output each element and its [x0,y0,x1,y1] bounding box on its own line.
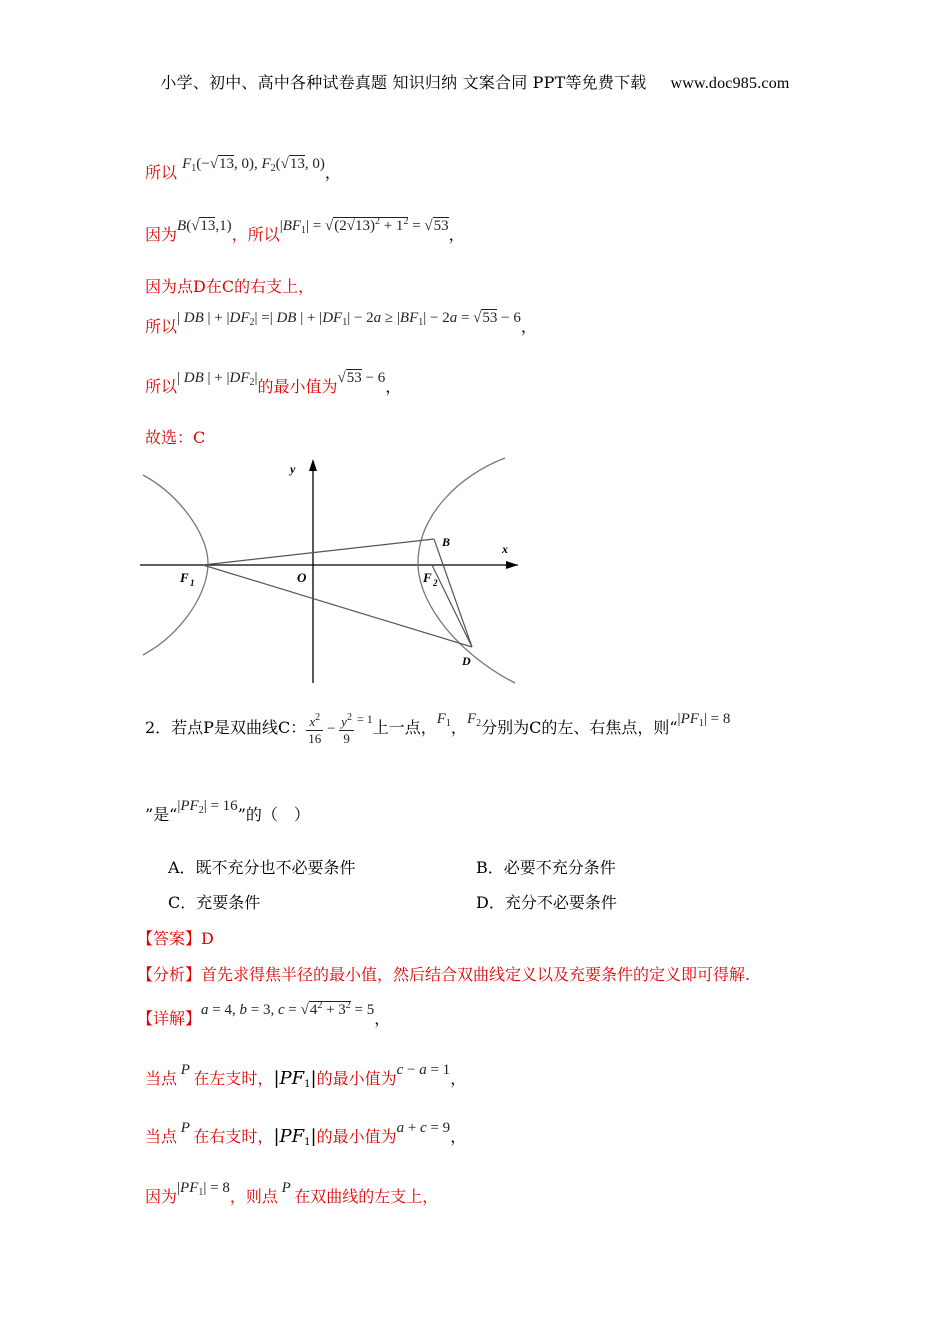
page-header [0,70,950,93]
math-foci: $F_1(-√13$, 0), $F_2(√13$, 0) [182,156,325,174]
detail-line-4 [145,1180,439,1208]
solution-line-5: 所以| DB | + $|DF_2|$的最小值为√53 − 6， [145,370,402,396]
text: 2．若点P是双曲线C： [145,717,307,737]
math-F1: $F_1$ [436,710,451,729]
label-F1: F [180,570,189,585]
math-c-a: c − a = 1 [396,1062,451,1078]
hyperbola-figure [140,455,530,685]
math-inequality: | DB | + $|DF_2|$ =| DB | + $|DF_1| - 2a \ge |BF_1| - 2a = √53 - 6$ [177,310,521,328]
right-branch [418,458,515,683]
text: 上一点， [372,717,437,737]
math-P: P [177,1120,194,1136]
solution-line-6: 故选：C [145,428,206,447]
option-C[interactable]: C．充要条件 [168,893,261,912]
math-P: P [277,1180,295,1196]
text: 因为 [145,1187,178,1206]
question-2-line-2 [145,798,310,826]
y-axis-arrow [309,459,317,471]
text: ”是“ [145,805,178,824]
header-site: www.doc985.com [670,75,790,92]
math-PF1-left: $|PF_1|$ [273,1068,317,1090]
text: 的最小值为 [316,1069,397,1088]
label-B: B [442,535,451,549]
math-BF1: $|BF_1| = √(2√13)^2 + 1^2 = √53$ [279,216,449,236]
math-a-c: a + c = 9 [396,1120,451,1136]
math-B: B(√13,1) [177,218,232,234]
text: 【详解】 [137,1009,202,1028]
x-axis-arrow [506,561,518,569]
analysis: 【分析】首先求得焦半径的最小值，然后结合双曲线定义以及充要条件的定义即可得解. [137,965,751,984]
detail-line-2: 当点 P 在左支时，$|PF_1|$的最小值为c − a = 1， [145,1062,467,1090]
option-A[interactable]: A．既不充分也不必要条件 [168,858,356,877]
segment-F1B [203,539,434,565]
question-2-line-1: 2．若点P是双曲线C： $\frac{x^2}{16}$ − $\frac{y^2}{9}$ $^{= 1}$上一点，$F_1$，$F_2$分别为C的左、右焦点，则“$|PF_1| = 8$ [145,710,731,746]
segment-BD [434,539,472,647]
answer: 【答案】D [137,929,214,948]
text: 的最小值为 [257,377,338,396]
text: 所以 [145,377,178,396]
label-F2-sub: 2 [433,578,438,588]
text: 所以 [145,163,178,182]
math-min: √53 − 6 [337,370,386,386]
text: 的最小值为 [316,1127,397,1146]
text: 分别为C的左、右焦点，则“ [481,717,678,737]
math-PF1-eq-8: $|PF_1| = 8$ [177,1180,230,1198]
text: 在左支时， [193,1069,274,1088]
text: 在右支时， [193,1127,274,1146]
option-D[interactable]: D．充分不必要条件 [476,893,617,912]
math-PF2-16: $|PF_2| = 16$ [177,798,238,816]
math-PF1-8: $|PF_1| = 8$ [677,710,731,729]
solution-line-3: 因为点D在C的右支上， [145,277,315,296]
text: ，所以 [231,225,280,244]
header-text: 小学、初中、高中各种试卷真题 知识归纳 文案合同 PPT等免费下载 [160,73,647,92]
detail-line-3: 当点 P 在右支时，$|PF_1|$的最小值为a + c = 9， [145,1120,467,1148]
text: ，则点 [229,1187,278,1206]
text: 当点 [145,1069,178,1088]
text: ”的（ ） [237,805,310,824]
math-P: P [177,1062,194,1078]
label-F1-sub: 1 [190,578,195,588]
text: 当点 [145,1127,178,1146]
math-sum: | DB | + $|DF_2|$ [177,370,258,388]
text: 所以 [145,317,178,336]
label-y: y [290,462,296,476]
text: 因为 [145,225,178,244]
text: 在双曲线的左支上， [294,1187,439,1206]
label-D: D [462,654,471,668]
label-O: O [297,570,307,585]
label-x: x [502,542,508,556]
solution-line-4: 所以| DB | + $|DF_2|$ =| DB | + $|DF_1| - 2a \ge |BF_1| - 2a = √53 - 6$， [145,310,537,336]
math-F2: $F_2$ [466,710,482,729]
label-F2: F [423,570,432,585]
detail-line-1: 【详解】a = 4, b = 3, $c = √4^2 + 3^2 = 5$， [137,1000,391,1028]
hyperbola-equation: $\frac{x^2}{16}$ − $\frac{y^2}{9}$ $^{= 1}$ [308,711,373,746]
solution-line-1: 所以 $F_1(-√13$, 0), $F_2(√13$, 0)， [145,156,341,182]
solution-line-2: 因为B(√13,1)，所以$|BF_1| = √(2√13)^2 + 1^2 = √53$， [145,216,465,244]
math-PF1-right: $|PF_1|$ [273,1126,317,1148]
math-abc: a = 4, b = 3, $c = √4^2 + 3^2 = 5$ [201,1000,375,1018]
option-B[interactable]: B．必要不充分条件 [476,858,616,877]
